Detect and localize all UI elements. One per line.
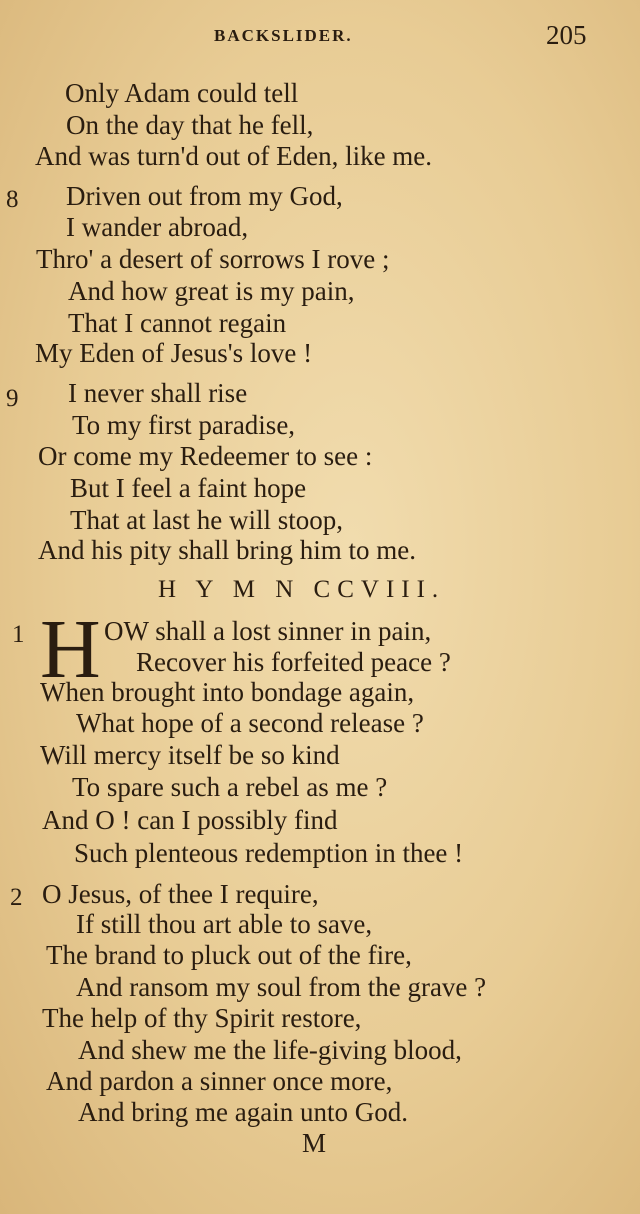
verse-number: 1 [12, 621, 25, 648]
page-number: 205 [546, 20, 587, 50]
drop-cap: H [40, 603, 101, 696]
verse-line: Or come my Redeemer to see : [38, 441, 373, 471]
verse-line: OW shall a lost sinner in pain, [104, 616, 432, 646]
verse-line: Only Adam could tell [65, 78, 299, 108]
verse-line: And bring me again unto God. [78, 1097, 408, 1127]
verse-line: O Jesus, of thee I require, [42, 879, 319, 909]
verse-line: And shew me the life-giving blood, [78, 1035, 462, 1065]
verse-line: Driven out from my God, [66, 181, 343, 211]
verse-line: And ransom my soul from the grave ? [76, 972, 487, 1002]
verse-line: And how great is my pain, [68, 276, 355, 306]
verse-line: To spare such a rebel as me ? [72, 772, 388, 802]
verse-line: And O ! can I possibly find [42, 805, 338, 835]
verse-line: Such plenteous redemption in thee ! [74, 838, 464, 868]
signature-mark: M [302, 1128, 327, 1158]
verse-line: When brought into bondage again, [40, 677, 415, 707]
verse-line: What hope of a second release ? [76, 708, 424, 738]
verse-line: I never shall rise [68, 378, 248, 408]
verse-line: My Eden of Jesus's love ! [35, 338, 313, 368]
verse-line: And pardon a sinner once more, [46, 1066, 393, 1096]
verse-number: 2 [10, 884, 23, 911]
verse-line: To my first paradise, [72, 410, 296, 440]
running-head: BACKSLIDER. [214, 26, 353, 45]
verse-line: But I feel a faint hope [70, 473, 307, 503]
verse-line: That I cannot regain [68, 308, 287, 338]
hymn-title: H Y M N CCVIII. [158, 576, 446, 603]
verse-line: And his pity shall bring him to me. [38, 535, 416, 565]
verse-line: Thro' a desert of sorrows I rove ; [36, 244, 390, 274]
verse-line: Will mercy itself be so kind [40, 740, 340, 770]
verse-line: The help of thy Spirit restore, [42, 1003, 362, 1033]
verse-line: And was turn'd out of Eden, like me. [35, 141, 433, 171]
verse-number: 9 [6, 385, 19, 412]
verse-line: If still thou art able to save, [76, 909, 373, 939]
verse-line: That at last he will stoop, [70, 505, 343, 535]
verse-number: 8 [6, 186, 19, 213]
verse-line: Recover his forfeited peace ? [136, 647, 451, 677]
verse-line: On the day that he fell, [66, 110, 314, 140]
verse-line: The brand to pluck out of the fire, [46, 940, 412, 970]
verse-line: I wander abroad, [66, 212, 249, 242]
